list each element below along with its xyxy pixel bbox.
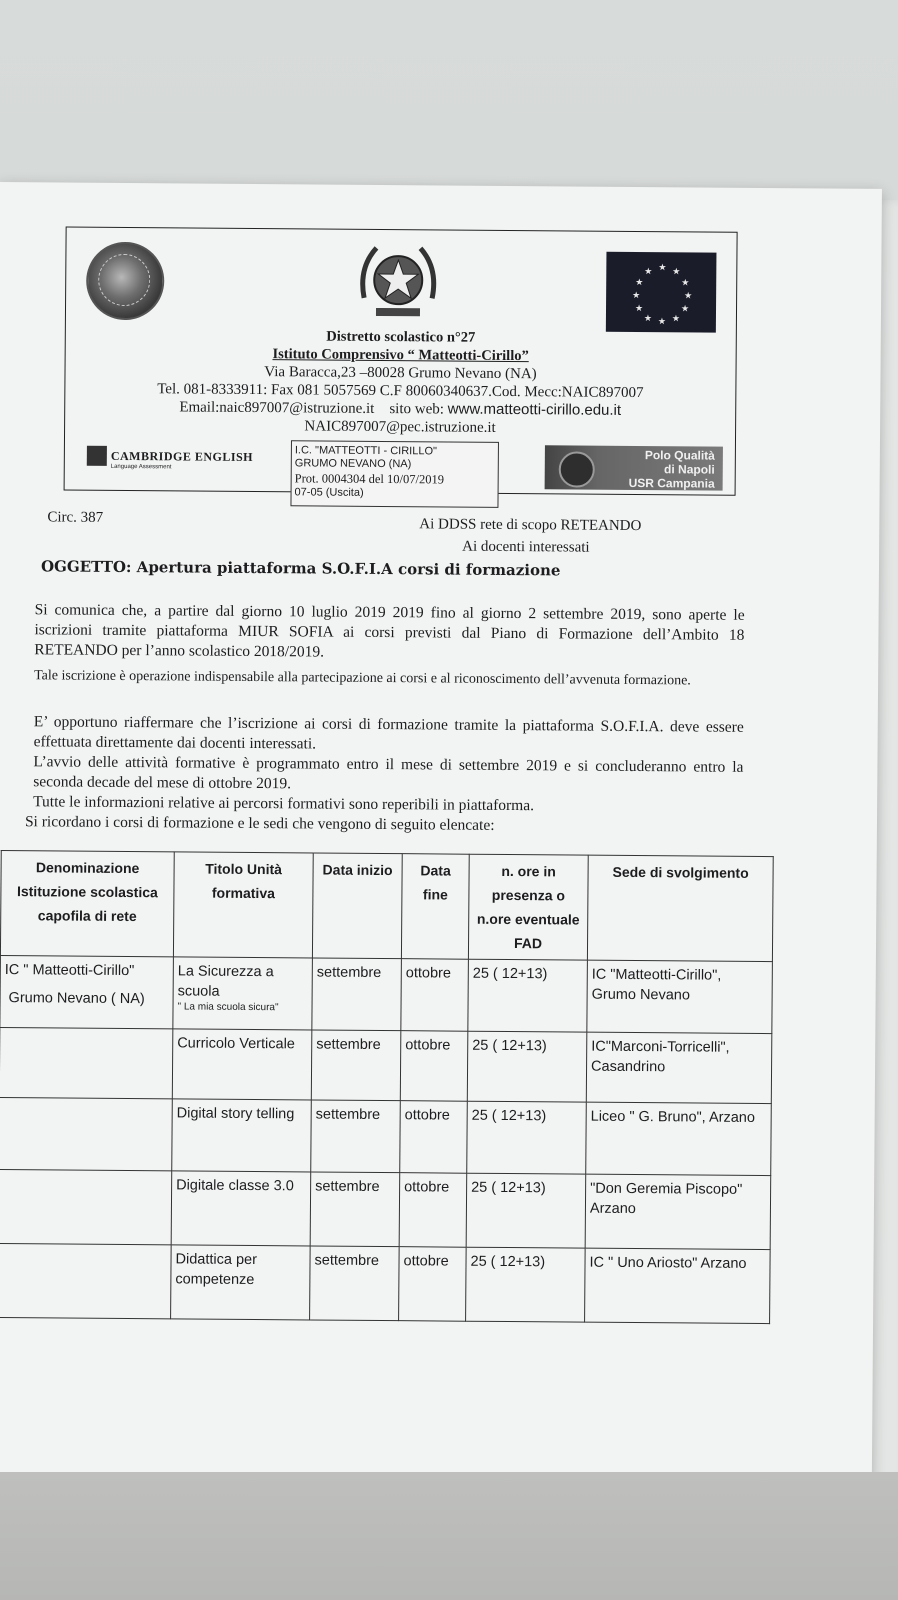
cell-sede: Liceo " G. Bruno", Arzano [586, 1102, 772, 1175]
cell-ore: 25 ( 12+13) [467, 1031, 587, 1102]
cell-fine: ottobre [400, 1101, 468, 1174]
courses-table [0, 850, 774, 1324]
paragraph-4: L’avvio delle attività formative è programmato entro il mese di settembre 2019 e si concluderanno entro la seconda decade del mese di ottobre 2019. [33, 753, 744, 793]
cell-ente [0, 1098, 172, 1171]
titolo-subtitle: " La mia scuola sicura" [177, 1001, 279, 1014]
school-name: Istituto Comprensivo “ Matteotti-Cirillo” [272, 346, 529, 365]
cell-inizio: settembre [311, 1030, 401, 1101]
header-inizio: Data inizio [312, 853, 402, 959]
table-row [0, 1244, 770, 1324]
ente-name: IC " Matteotti-Cirillo" [4, 962, 135, 980]
website-label: sito web: [389, 401, 445, 418]
school-address: Via Baracca,23 –80028 Grumo Nevano (NA) [264, 364, 537, 383]
eu-flag-icon: ★ ★ ★ ★ ★ ★ ★ ★ ★ ★ ★ ★ [606, 252, 717, 333]
table-row [0, 1028, 772, 1104]
polo-mark-icon [559, 451, 595, 487]
cell-titolo [173, 957, 313, 1030]
titolo-text: La Sicurezza a scuola [177, 963, 274, 1000]
ente-town: Grumo Nevano ( NA) [8, 990, 145, 1008]
cell-fine: ottobre [399, 1247, 467, 1322]
cell-ore: 25 ( 12+13) [468, 959, 588, 1032]
cell-ente [0, 1028, 173, 1099]
cell-ente [0, 1170, 172, 1245]
header-fine: Data fine [401, 854, 469, 960]
stamp-protocol-number: Prot. 0004304 del 10/07/2019 [294, 471, 445, 487]
protocol-stamp [290, 440, 499, 508]
cell-ore: 25 ( 12+13) [466, 1173, 586, 1248]
cambridge-english-logo [87, 446, 253, 471]
cell-ente [0, 956, 173, 1029]
cell-fine: ottobre [400, 1031, 468, 1102]
cell-fine: ottobre [399, 1173, 467, 1248]
email-address: Email:naic897007@istruzione.it [179, 399, 375, 417]
circular-number: Circ. 387 [47, 509, 104, 526]
stamp-classification: 07-05 (Uscita) [294, 486, 364, 499]
cell-ore: 25 ( 12+13) [467, 1101, 587, 1174]
cell-inizio: settembre [310, 1246, 400, 1321]
paragraph-3: E’ opportuno riaffermare che l’iscrizione ai corsi di formazione tramite la piattaforma S.O.F.I.A. deve essere effettuata direttamente dai docenti interessati. [33, 713, 744, 753]
cell-inizio: settembre [311, 1100, 401, 1173]
stamp-town: GRUMO NEVANO (NA) [294, 457, 412, 471]
recipient-1: Ai DDSS rete di scopo RETEANDO [419, 516, 642, 535]
document-page [0, 182, 882, 1479]
cell-titolo: Curricolo Verticale [172, 1029, 312, 1100]
table-row [0, 1170, 771, 1250]
desk-surface [0, 1472, 898, 1600]
polo-line-3: USR Campania [628, 475, 715, 491]
cell-inizio: settembre [312, 958, 402, 1031]
cell-titolo: Didattica per competenze [171, 1245, 311, 1320]
courses-table-wrapper [0, 850, 774, 1324]
paragraph-1: Si comunica che, a partire dal giorno 10 luglio 2019 2019 fino al giorno 2 settembre 2019, sono aperte le iscrizioni tramite piattaforma MIUR SOFIA ai corsi previsti dal Piano di Formazione dell’Ambito 18 RETEANDO per l’anno scolastico 2018/2019. [34, 601, 745, 661]
cell-ore: 25 ( 12+13) [466, 1247, 586, 1322]
cell-sede: "Don Geremia Piscopo" Arzano [585, 1174, 771, 1249]
cell-titolo: Digitale classe 3.0 [171, 1171, 311, 1246]
table-header-row [0, 851, 773, 962]
school-logo-icon [86, 242, 165, 321]
cell-ente [0, 1244, 171, 1319]
district-line: Distretto scolastico n°27 [326, 328, 476, 346]
header-ente: Denominazione Istituzione scolastica capofila di rete [0, 851, 174, 957]
paragraph-6: Si ricordano i corsi di formazione e le sedi che vengono di seguito elencate: [24, 813, 495, 834]
subject-line: OGGETTO: Apertura piattaforma S.O.F.I.A corsi di formazione [40, 557, 561, 580]
cell-titolo: Digital story telling [172, 1099, 312, 1172]
italian-republic-emblem-icon [356, 238, 441, 325]
pec-address: NAIC897007@pec.istruzione.it [304, 418, 496, 436]
header-titolo: Titolo Unità formativa [173, 852, 313, 958]
header-sede: Sede di svolgimento [587, 855, 773, 961]
cell-sede: IC "Matteotti-Cirillo", Grumo Nevano [587, 960, 773, 1033]
phone-fax-line: Tel. 081-8333911: Fax 081 5057569 C.F 80060340637.Cod. Mecc:NAIC897007 [157, 381, 644, 402]
polo-line-1: Polo Qualità [644, 448, 715, 463]
cell-inizio: settembre [310, 1172, 400, 1247]
stamp-school: I.C. "MATTEOTTI - CIRILLO" [294, 444, 438, 458]
cell-sede: IC " Uno Ariosto" Arzano [585, 1248, 771, 1323]
cell-fine: ottobre [401, 959, 469, 1032]
table-row [0, 1098, 771, 1176]
website-link: www.matteotti-cirillo.edu.it [447, 400, 622, 419]
paragraph-2: Tale iscrizione è operazione indispensabile alla partecipazione ai corsi e al riconoscimento dell’avvenuta formazione. [34, 668, 691, 689]
polo-qualita-logo [545, 445, 723, 490]
polo-line-2: di Napoli [664, 462, 715, 477]
recipient-2: Ai docenti interessati [462, 538, 590, 556]
cambridge-subtitle: Language Assessment [110, 463, 172, 471]
cambridge-shield-icon [87, 446, 107, 466]
paragraph-5: Tutte le informazioni relative ai percorsi formativi sono reperibili in piattaforma. [33, 793, 535, 815]
cell-sede: IC"Marconi-Torricelli", Casandrino [586, 1032, 772, 1103]
cambridge-title: CAMBRIDGE ENGLISH [110, 448, 254, 464]
table-row [0, 956, 772, 1034]
header-ore: n. ore in presenza o n.ore eventuale FAD [468, 854, 588, 960]
